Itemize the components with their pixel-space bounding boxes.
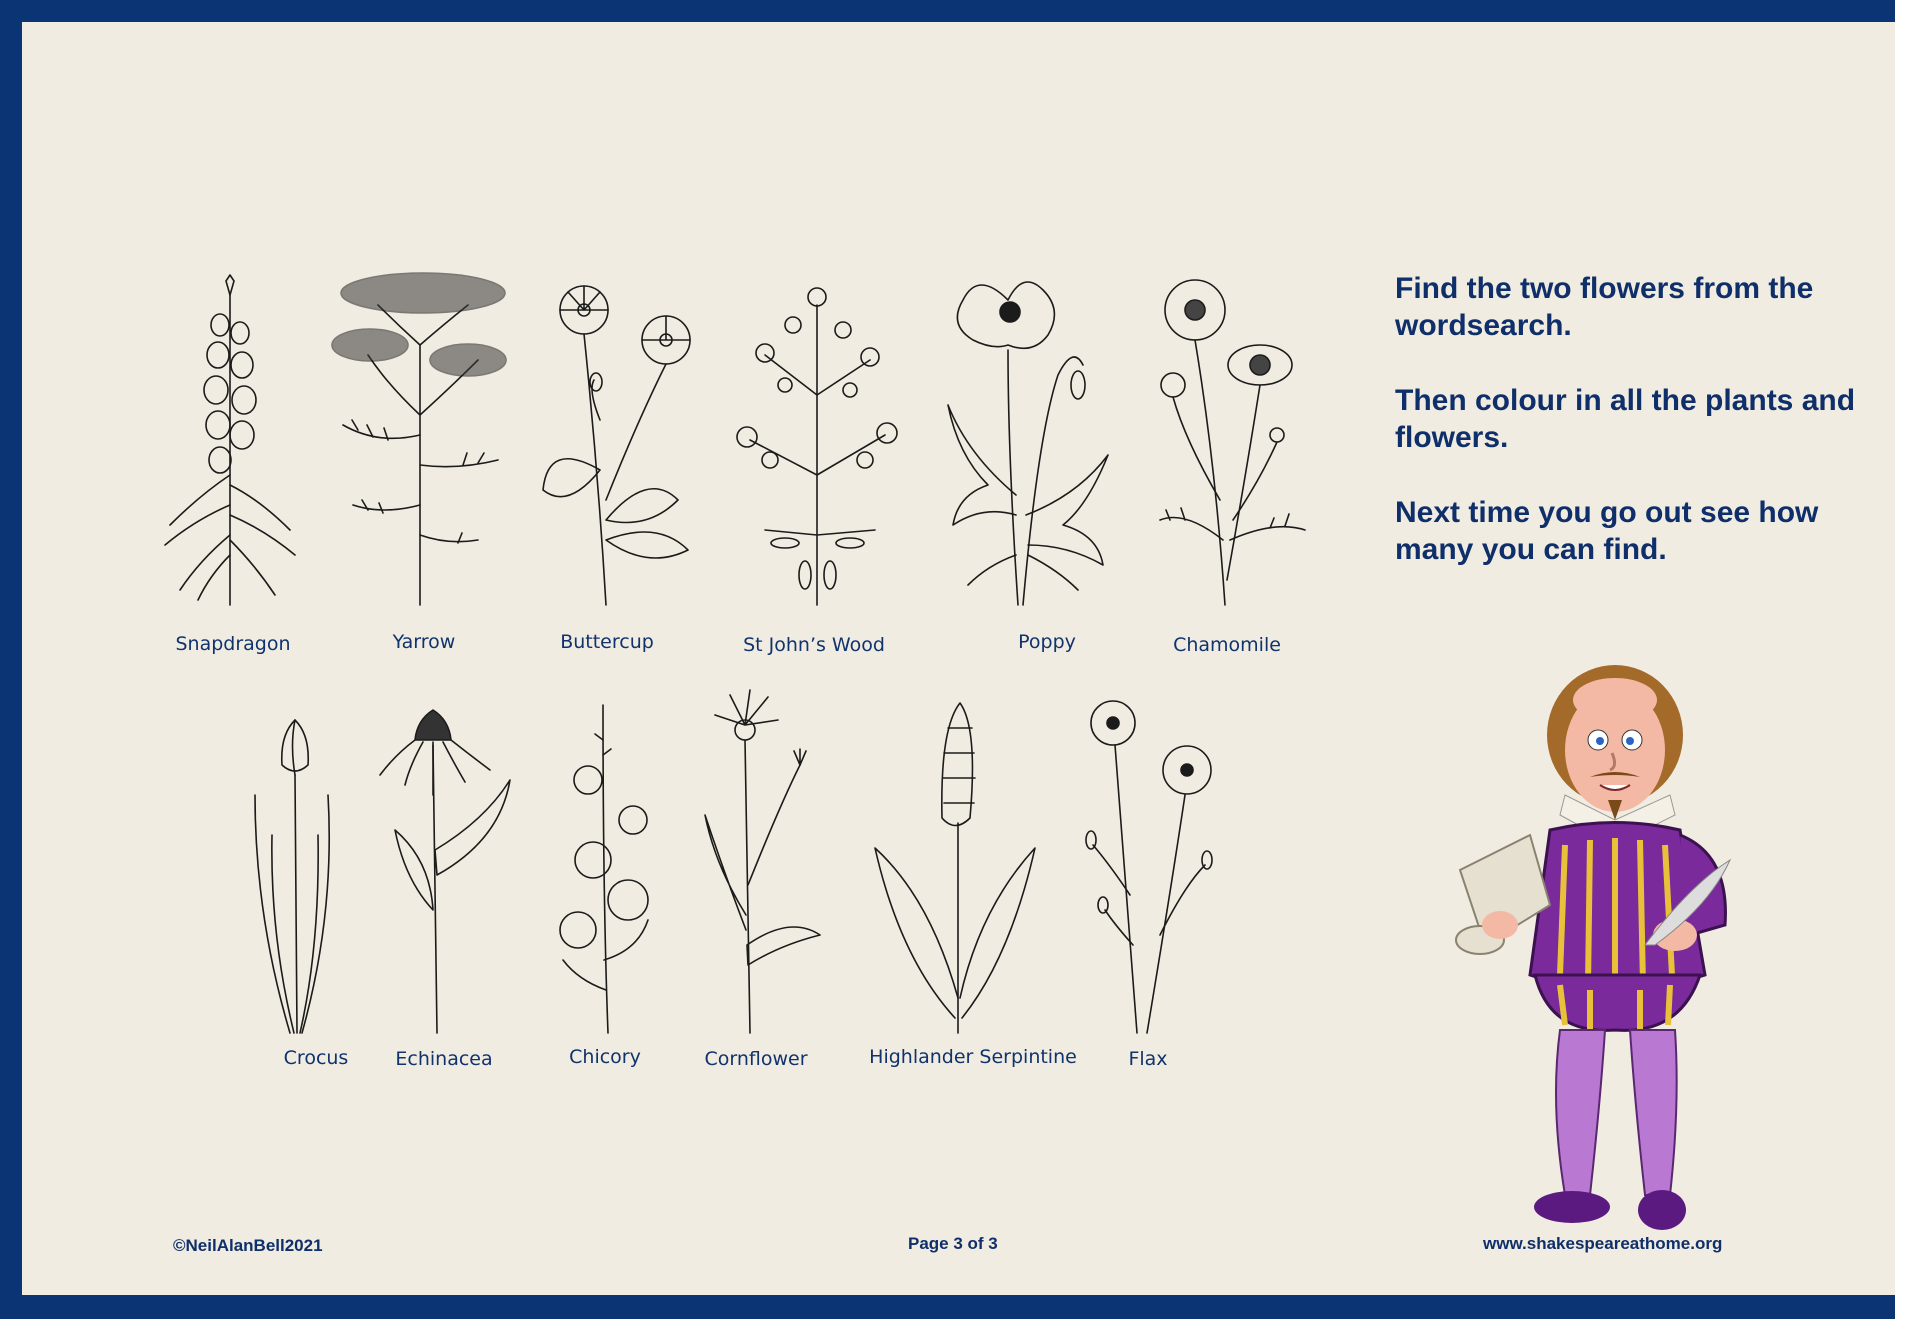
flax-illustration [1075,695,1225,1033]
flower-label: Snapdragon [175,633,291,655]
flower-label: Yarrow [392,631,456,653]
flower-label: Poppy [1018,631,1076,653]
snapdragon-illustration [160,275,300,605]
buttercup-illustration [538,270,698,605]
website-link[interactable]: www.shakespeareathome.org [1483,1234,1723,1253]
copyright-text: ©NeilAlanBell2021 [173,1236,323,1255]
cornflower-illustration [700,685,830,1033]
shakespeare-mascot-illustration [1440,655,1770,1235]
flower-label: Highlander Serpintine [869,1046,1077,1068]
flower-label: Flax [1128,1048,1168,1070]
page-number: Page 3 of 3 [908,1234,998,1253]
highlander-serpintine-illustration [870,698,1040,1033]
flower-label: Chamomile [1173,634,1281,656]
flower-label: Echinacea [395,1048,493,1070]
echinacea-illustration [375,700,515,1033]
flower-label: St John’s Wood [743,634,885,656]
crocus-illustration [250,715,345,1033]
instruction-text: Find the two flowers from the wordsearch. [1395,272,1814,342]
yarrow-illustration [328,265,508,605]
st-johns-wood-illustration [725,275,910,605]
instructions [1395,270,1875,606]
chicory-illustration [548,700,668,1033]
poppy-illustration [938,255,1118,605]
flower-label: Buttercup [560,631,654,653]
instruction-text: Next time you go out see how many you can find. [1395,496,1819,566]
page-edge [1895,0,1920,1319]
flower-label: Crocus [283,1047,349,1069]
flower-label: Cornflower [704,1048,808,1070]
chamomile-illustration [1145,280,1315,605]
instruction-text: Then colour in all the plants and flowers. [1395,384,1856,454]
flower-label: Chicory [569,1046,641,1068]
